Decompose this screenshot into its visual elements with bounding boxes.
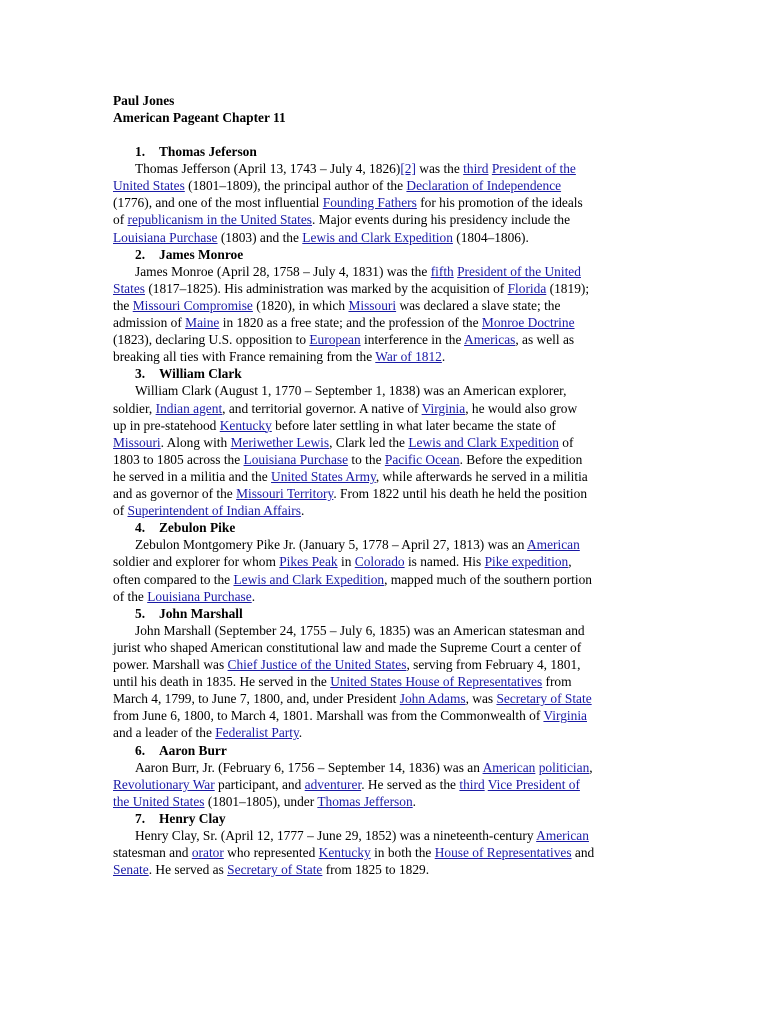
hyperlink[interactable]: United States Army [271,468,376,484]
body-text: from [542,674,572,690]
body-text: Thomas Jefferson (April 13, 1743 – July 4, 1826) [135,161,401,177]
body-text: in [337,554,355,570]
section-number: 1. [135,144,146,159]
hyperlink[interactable]: orator [191,845,224,861]
paragraph-line [113,417,556,434]
body-text: from 1825 to 1829. [322,862,430,878]
paragraph-line [113,468,588,485]
body-text: power. Marshall was [113,657,228,672]
hyperlink[interactable]: American [527,537,580,553]
paragraph-line [113,639,581,656]
hyperlink[interactable]: Louisiana Purchase [147,588,252,604]
body-text: the [113,297,133,313]
paragraph-line [113,776,580,793]
body-text: , Clark led the [329,434,409,450]
hyperlink[interactable]: Virginia [421,400,466,416]
paragraph-line [113,211,570,228]
paragraph-line [135,160,576,177]
paragraph-line [113,297,560,314]
body-text: , was [465,691,497,707]
section-number: 3. [135,366,146,382]
hyperlink[interactable]: Federalist Party [215,725,299,741]
body-text: in both the [370,845,435,861]
hyperlink[interactable]: American [482,759,536,775]
hyperlink[interactable]: politician [538,759,590,775]
paragraph-line [113,314,575,331]
body-text: was declared a slave state; the [396,297,561,313]
hyperlink[interactable]: Maine [185,315,220,330]
section-number: 2. [135,246,146,262]
hyperlink[interactable]: United States House of Representatives [330,674,543,690]
paragraph-line [113,177,561,194]
document-title: American Pageant Chapter 11 [113,110,286,125]
body-text: John Marshall (September 24, 1755 – July 6, 1835) was an American statesman and [135,622,585,638]
body-text: (1804–1806). [452,229,529,245]
paragraph-line [135,382,566,399]
body-text: . From 1822 until his death he held the position [333,486,588,501]
body-text: and [571,845,595,861]
hyperlink[interactable]: Indian agent [155,400,223,416]
section-title [135,519,235,536]
body-text: . He served as the [361,776,460,792]
hyperlink[interactable]: Thomas Jefferson [317,793,413,809]
hyperlink[interactable]: Revolutionary War [113,776,215,792]
hyperlink[interactable]: President of the [491,161,576,177]
paragraph-line [113,571,592,588]
section-name: Thomas Jeferson [159,144,257,159]
paragraph-line [113,553,572,570]
paragraph-line [113,588,255,605]
section-number: 5. [135,605,146,621]
paragraph-line [113,400,577,417]
body-text: (1823), declaring U.S. opposition to [113,332,310,348]
paragraph-line [113,861,429,878]
section-name: Henry Clay [159,810,226,826]
paragraph-line [135,263,581,280]
body-text: in 1820 as a free state; and the profession of the [219,315,482,330]
hyperlink[interactable]: Kentucky [219,417,272,433]
body-text: often compared to the [113,571,234,587]
body-text: , while afterwards he served in a militia [375,468,588,484]
body-text: , he would also grow [465,400,578,416]
hyperlink[interactable]: American [536,828,589,843]
body-text: . [441,349,446,365]
body-text: (1820), in which [252,297,349,313]
hyperlink[interactable]: United States [113,178,185,194]
hyperlink[interactable]: Virginia [543,708,587,724]
body-text: . [300,503,305,519]
body-text: . [251,588,256,604]
body-text: who represented [223,845,319,861]
hyperlink[interactable]: adventurer [304,776,362,792]
body-text: James Monroe (April 28, 1758 – July 4, 1831) was the [135,263,431,279]
body-text: , and territorial governor. A native of [222,400,422,416]
section-name: William Clark [159,366,242,382]
body-text: . [298,725,303,741]
section-title [135,605,243,622]
body-text: . [412,793,417,809]
body-text: , as well as [515,332,575,348]
hyperlink[interactable]: republicanism in the United States [127,212,312,228]
body-text: (1776), and one of the most influential [113,195,323,211]
body-text: 1803 to 1805 across the [113,451,244,467]
body-text: , [568,554,572,570]
section-title [135,810,226,827]
section-title [135,246,243,263]
hyperlink[interactable]: Americas [464,332,516,348]
paragraph-line [113,502,304,519]
body-text: was the [415,161,464,177]
hyperlink[interactable]: Superintendent of Indian Affairs [127,503,301,519]
hyperlink[interactable]: Declaration of Independence [406,178,562,194]
section-title [135,365,242,382]
body-text: statesman and [113,845,192,861]
hyperlink[interactable]: [2] [400,161,416,177]
hyperlink[interactable]: fifth [430,263,454,279]
body-text: (1801–1805), under [204,793,318,809]
hyperlink[interactable]: Secretary of State [496,691,592,707]
body-text: . Along with [160,434,231,450]
section-name: Zebulon Pike [159,520,236,536]
paragraph-line [113,673,572,690]
paragraph-line [113,844,594,861]
hyperlink[interactable]: third [459,776,485,792]
body-text: March 4, 1799, to June 7, 1800, and, under President [113,691,400,707]
hyperlink[interactable]: Colorado [354,554,405,570]
hyperlink[interactable]: Lewis and Clark Expedition [408,434,559,450]
paragraph-line [113,434,573,451]
body-text: , [589,759,593,775]
body-text: from June 6, 1800, to March 4, 1801. Marshall was from the Commonwealth of [113,708,544,724]
body-text: Henry Clay, Sr. (April 12, 1777 – June 29, 1852) was a nineteenth-century [135,828,537,843]
hyperlink[interactable]: Missouri [113,434,161,450]
paragraph-line [135,622,585,639]
section-title [135,742,227,759]
hyperlink[interactable]: Louisiana Purchase [113,229,218,245]
body-text: soldier, [113,400,156,416]
hyperlink[interactable]: Meriwether Lewis [230,434,330,450]
hyperlink[interactable]: John Adams [399,691,466,707]
body-text: and a leader of the [113,725,216,741]
paragraph-line [135,536,580,553]
paragraph-line [135,759,593,776]
body-text: of the [113,588,148,604]
section-number: 4. [135,520,146,536]
hyperlink[interactable]: Pike expedition [484,554,569,570]
body-text: . Before the expedition [459,451,583,467]
body-text: he served in a militia and the [113,468,272,484]
author-name: Paul Jones [113,93,175,108]
body-text: . Major events during his presidency include the [311,212,571,228]
paragraph-line [113,331,574,348]
hyperlink[interactable]: Lewis and Clark Expedition [233,571,385,587]
section-number: 7. [135,810,146,826]
body-text: , mapped much of the southern portion [384,571,592,587]
section-title [135,143,257,160]
section-name: John Marshall [159,605,243,621]
paragraph-line [113,280,589,297]
hyperlink[interactable]: Founding Fathers [322,195,417,211]
body-text: William Clark (August 1, 1770 – September 1, 1838) was an American explorer, [135,383,567,399]
body-text: and as governor of the [113,486,237,501]
paragraph-line [113,656,580,673]
paragraph-line [113,229,529,246]
hyperlink[interactable]: Pacific Ocean [384,451,460,467]
body-text: breaking all ties with France remaining from the [113,349,376,365]
body-text: for his promotion of the ideals [416,195,583,211]
paragraph-line [113,690,592,707]
hyperlink[interactable]: Louisiana Purchase [243,451,349,467]
paragraph-line [113,194,583,211]
hyperlink[interactable]: third [463,161,489,177]
body-text: (1801–1809), the principal author of the [184,178,407,194]
body-text: until his death in 1835. He served in the [113,674,331,690]
hyperlink[interactable]: Pikes Peak [279,554,338,570]
hyperlink[interactable]: States [113,280,145,296]
body-text: (1803) and the [217,229,303,245]
hyperlink[interactable]: European [309,332,361,348]
body-text: interference in the [360,332,465,348]
section-name: Aaron Burr [159,742,227,758]
hyperlink[interactable]: the United States [113,793,205,809]
hyperlink[interactable]: Missouri Compromise [132,297,253,313]
hyperlink[interactable]: Secretary of State [227,862,323,878]
body-text: Aaron Burr, Jr. (February 6, 1756 – September 14, 1836) was an [135,759,483,775]
hyperlink[interactable]: Kentucky [318,845,371,861]
paragraph-line [135,827,589,844]
body-text: , serving from February 4, 1801, [406,657,581,672]
body-text: (1817–1825). His administration was marked by the acquisition of [145,280,508,296]
body-text: jurist who shaped American constitutional law and made the Supreme Court a center of [113,639,582,655]
body-text: participant, and [214,776,305,792]
hyperlink[interactable]: Vice President of [487,776,580,792]
body-text: up in pre-statehood [113,417,220,433]
body-text: . He served as [148,862,228,878]
paragraph-line [113,451,582,468]
body-text: soldier and explorer for whom [113,554,280,570]
paragraph-line [113,793,416,810]
hyperlink[interactable]: Missouri [348,297,397,313]
hyperlink[interactable]: Missouri Territory [236,486,334,501]
body-text: of [113,503,128,519]
body-text: is named. His [404,554,485,570]
hyperlink[interactable]: Senate [113,862,149,878]
paragraph-line [113,724,302,741]
body-text: of [558,434,574,450]
body-text: Zebulon Montgomery Pike Jr. (January 5, 1778 – April 27, 1813) was an [135,537,528,553]
paragraph-line [113,707,587,724]
hyperlink[interactable]: President of the United [457,263,581,279]
body-text: of [113,212,128,228]
hyperlink[interactable]: House of Representatives [434,845,572,861]
body-text: before later settling in what later became the state of [271,417,556,433]
hyperlink[interactable]: Florida [507,280,547,296]
section-number: 6. [135,742,146,758]
paragraph-line [113,348,445,365]
hyperlink[interactable]: Chief Justice of the United States [227,657,407,672]
body-text: admission of [113,315,186,330]
hyperlink[interactable]: Lewis and Clark Expedition [302,229,453,245]
paragraph-line [113,485,587,502]
hyperlink[interactable]: Monroe Doctrine [481,315,575,330]
hyperlink[interactable]: War of 1812 [375,349,442,365]
body-text: (1819); [546,280,590,296]
section-name: James Monroe [159,246,244,262]
body-text: to the [348,451,385,467]
